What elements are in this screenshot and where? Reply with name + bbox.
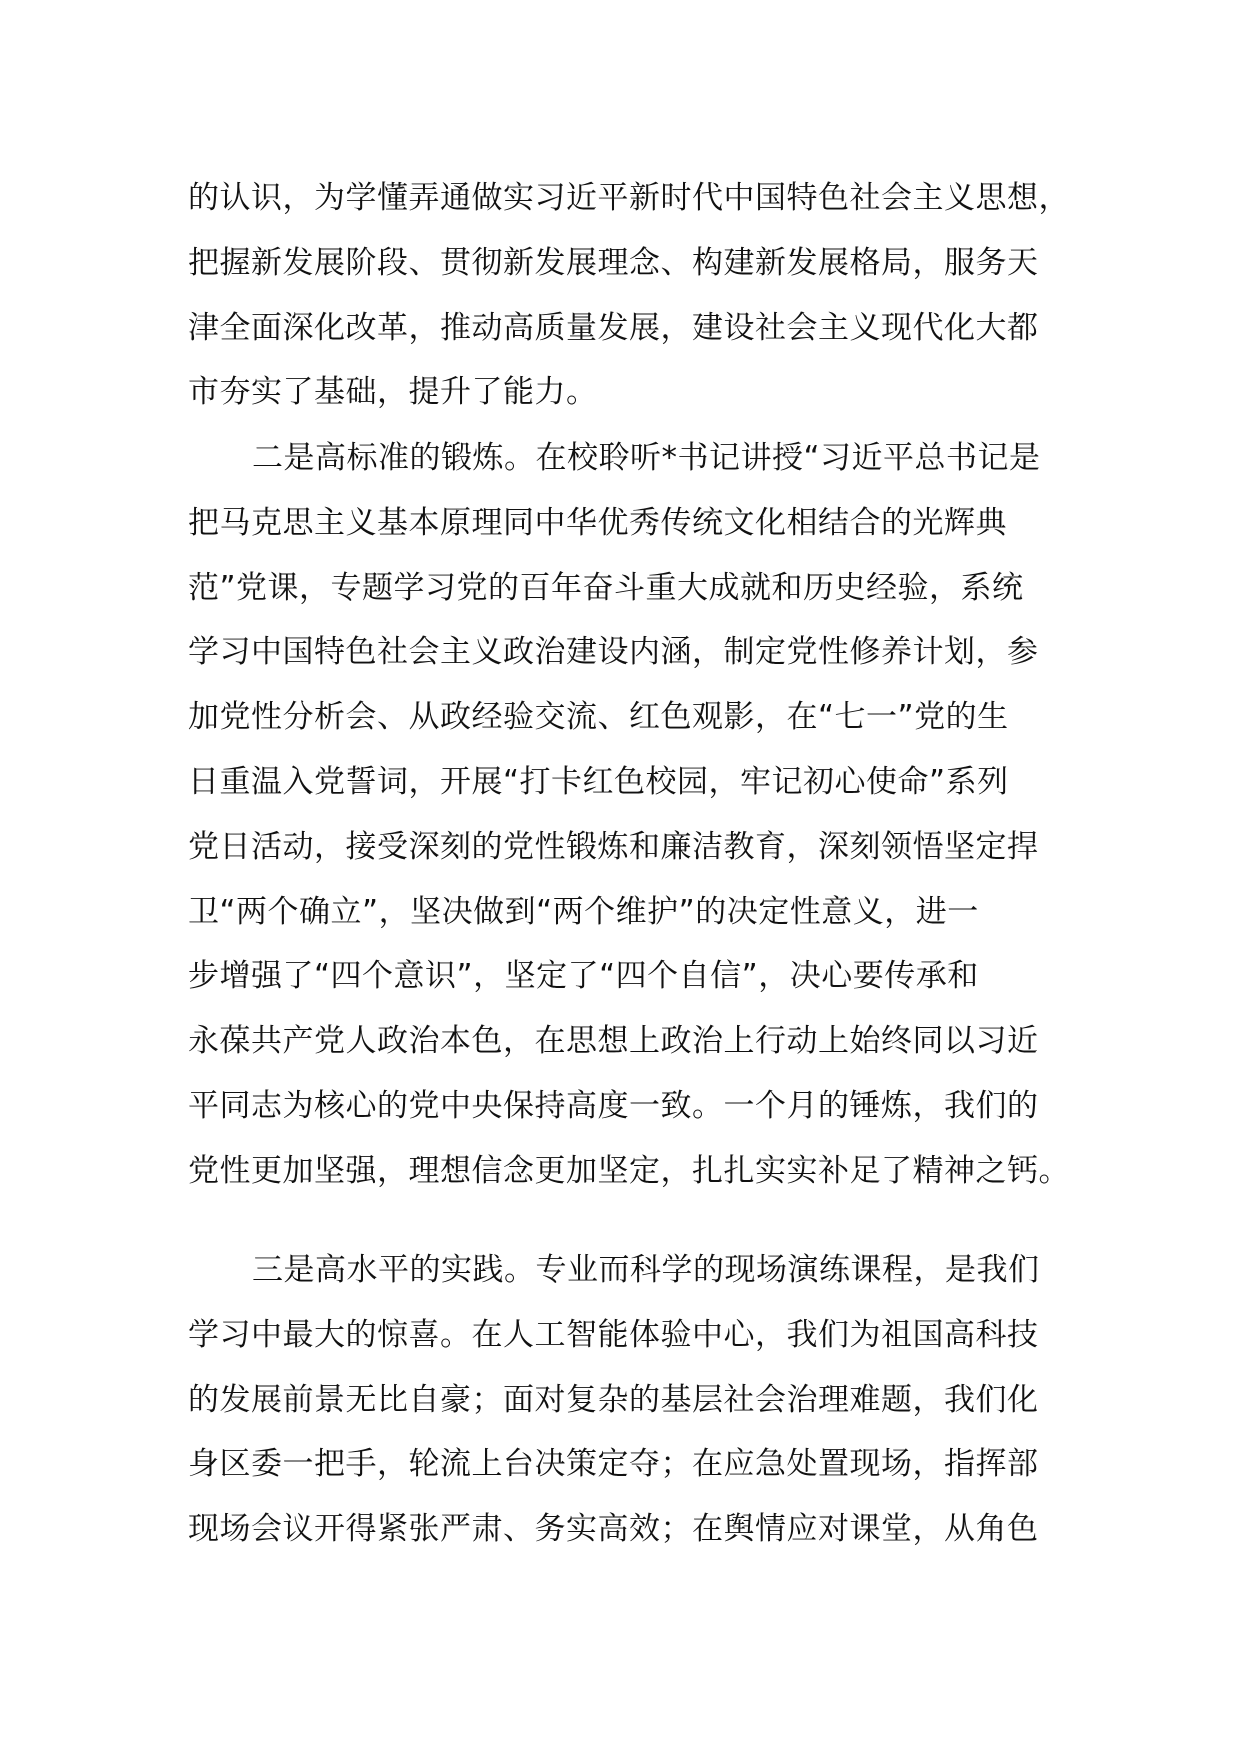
text-line: 党性更加坚强，理想信念更加坚定，扎扎实实补足了精神之钙。	[188, 1152, 1070, 1189]
paragraph-high-standard-training	[188, 426, 1068, 1204]
text-line: 党日活动，接受深刻的党性锻炼和廉洁教育，深刻领悟坚定捍	[188, 828, 1039, 865]
paragraph-high-level-practice	[188, 1238, 1068, 1562]
text-line: 学习中最大的惊喜。在人工智能体验中心，我们为祖国高科技	[188, 1316, 1039, 1353]
text-line: 学习中国特色社会主义政治建设内涵，制定党性修养计划，参	[188, 634, 1039, 671]
text-line: 平同志为核心的党中央保持高度一致。一个月的锤炼，我们的	[188, 1087, 1039, 1124]
paragraph-continuation	[188, 166, 1068, 425]
text-line: 现场会议开得紧张严肃、务实高效；在舆情应对课堂，从角色	[188, 1511, 1039, 1548]
text-line: 范”党课，专题学习党的百年奋斗重大成就和历史经验，系统	[188, 569, 1024, 606]
text-line: 的认识，为学懂弄通做实习近平新时代中国特色社会主义思想，	[188, 180, 1070, 216]
text-line: 加党性分析会、从政经验交流、红色观影，在“七一”党的生	[188, 699, 1009, 736]
text-line: 津全面深化改革，推动高质量发展，建设社会主义现代化大都	[188, 309, 1039, 346]
text-line: 市夯实了基础，提升了能力。	[188, 374, 598, 411]
text-line: 把马克思主义基本原理同中华优秀传统文化相结合的光辉典	[188, 504, 1007, 541]
text-line: 步增强了“四个意识”，坚定了“四个自信”，决心要传承和	[188, 958, 979, 995]
text-line: 二是高标准的锻炼。在校聆听*书记讲授“习近平总书记是	[252, 440, 1041, 476]
text-line: 永葆共产党人政治本色，在思想上政治上行动上始终同以习近	[188, 1023, 1039, 1060]
text-line: 把握新发展阶段、贯彻新发展理念、构建新发展格局，服务天	[188, 244, 1039, 281]
text-line: 日重温入党誓词，开展“打卡红色校园，牢记初心使命”系列	[188, 763, 1009, 800]
text-line: 身区委一把手，轮流上台决策定夺；在应急处置现场，指挥部	[188, 1446, 1039, 1483]
text-line: 三是高水平的实践。专业而科学的现场演练课程，是我们	[252, 1252, 1040, 1288]
text-line: 卫“两个确立”，坚决做到“两个维护”的决定性意义，进一	[188, 893, 979, 930]
text-line: 的发展前景无比自豪；面对复杂的基层社会治理难题，我们化	[188, 1381, 1039, 1418]
